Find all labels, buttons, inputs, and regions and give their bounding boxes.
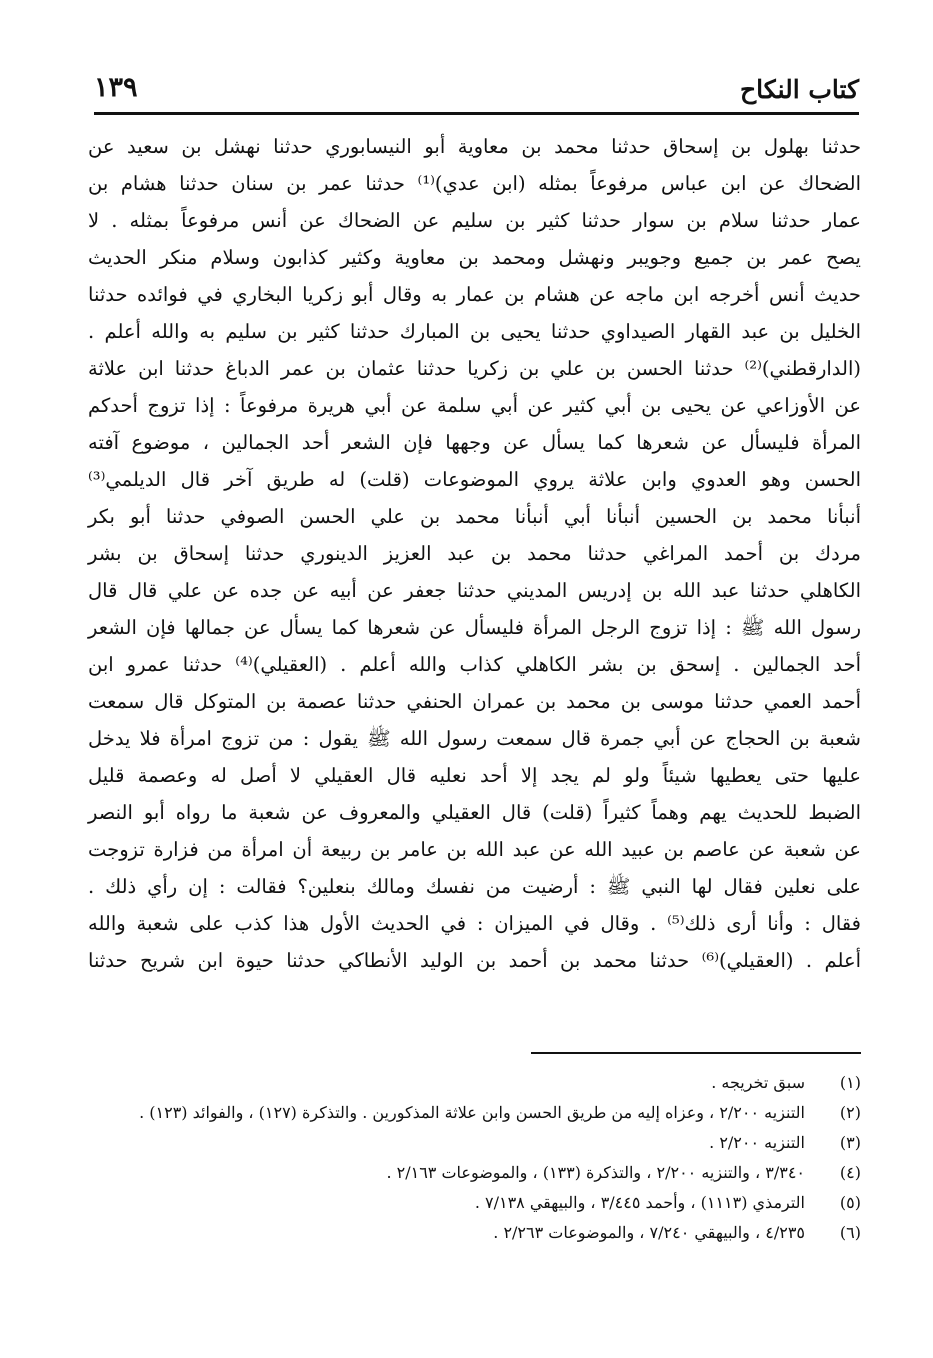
footnote <box>88 1158 861 1188</box>
footnote <box>88 1128 861 1158</box>
footnote-number: (٢) <box>839 1103 861 1122</box>
footnote-number: (١) <box>839 1073 861 1092</box>
text-line: (الدارقطني)⁽²⁾ حدثنا الحسن بن علي بن زكريا حدثنا عثمان بن عمر الدباغ حدثنا ابن علاثة <box>88 357 861 380</box>
footnote-text: التنزيه ٢/٢٠٠ ، وعزاه إليه من طريق الحسن وابن علاثة المذكورين . والتذكرة (١٢٧) ، والفوائد (١٢٣) . <box>139 1103 805 1122</box>
text-line: الحسن وهو العدوي وابن علاثة يروي الموضوعات (قلت) له طريق آخر قال الديلمي⁽³⁾ <box>88 468 861 491</box>
text-line: عليها حتى يعطيها شيئاً ولو لم يجد إلا أحد نعليه قال العقيلي لا أصل له وعصمة قليل <box>88 764 861 787</box>
footnote-number: (٥) <box>839 1193 861 1212</box>
text-line: فقال : وأنا أرى ذلك⁽⁵⁾ . وقال في الميزان : في الحديث الأول هذا كذب على شعبة والله <box>88 912 861 935</box>
text-line: مردك بن أحمد المراغي حدثنا محمد بن عبد العزيز الدينوري حدثنا إسحاق بن بشر <box>88 542 861 565</box>
footnote-number: (٦) <box>839 1223 861 1242</box>
text-line: على نعلين فقال لها النبي ﷺ : أرضيت من نفسك ومالك بنعلين؟ فقالت : إن رأي ذلك . <box>88 875 861 898</box>
text-line: الكاهلي حدثنا عبد الله بن إدريس المديني حدثنا جعفر عن أبيه عن جده عن علي قال قال <box>88 579 861 602</box>
footnote-text: الترمذي (١١١٣) ، وأحمد ٣/٤٤٥ ، والبيهقي ٧/١٣٨ . <box>474 1193 805 1212</box>
footnote <box>88 1068 861 1098</box>
text-line: شعبة بن الحجاج عن أبي جمرة قال سمعت رسول الله ﷺ يقول : من تزوج امرأة فلا يدخل <box>88 727 861 750</box>
text-line: يصح عمر بن جميع وجويبر ونهشل ومحمد بن معاوية وكثير كذابون وسلام منكر الحديث <box>88 246 861 269</box>
footnote-number: (٤) <box>839 1163 861 1182</box>
text-line: المرأة فليسأل عن شعرها كما يسأل عن وجهها فإن الشعر أحد الجمالين ، موضوع آفته <box>88 431 861 454</box>
text-line: أحمد العمي حدثنا موسى بن محمد بن عمران الحنفي حدثنا عصمة بن المتوكل قال سمعت <box>88 690 861 713</box>
text-line: أنبأنا محمد بن الحسين أنبأنا أبي أنبأنا محمد بن علي الحسن الصوفي حدثنا أبو بكر <box>88 505 861 528</box>
text-line: عن الأوزاعي عن يحيى بن أبي كثير عن أبي سلمة عن أبي هريرة مرفوعاً : إذا تزوج أحدكم <box>88 394 861 417</box>
text-line: عن شعبة عن عاصم بن عبيد الله عن عبد الله بن عامر بن ربيعة أن امرأة من فزارة تزوجت <box>88 838 861 861</box>
footnote-text: ٤/٢٣٥ ، والبيهقي ٧/٢٤٠ ، والموضوعات ٢/٢٦٣ . <box>493 1223 805 1242</box>
footnote-text: ٣/٣٤٠ ، والتنزيه ٢/٢٠٠ ، والتذكرة (١٣٣) ، والموضوعات ٢/١٦٣ . <box>386 1163 805 1182</box>
footnote <box>88 1098 861 1128</box>
footnote-separator <box>531 1052 861 1054</box>
text-line: الخليل بن عبد القهار الصيداوي حدثنا يحيى بن المبارك حدثنا كثير بن سليم به والله أعلم . <box>88 320 861 343</box>
text-line: أعلم . (العقيلي)⁽⁶⁾ حدثنا محمد بن أحمد بن الوليد الأنطاكي حدثنا حيوة ابن شريح حدثنا <box>88 949 861 972</box>
footnote-number: (٣) <box>839 1133 861 1152</box>
text-line: أحد الجمالين . إسحق بن بشر الكاهلي كذاب والله أعلم . (العقيلي)⁽⁴⁾ حدثنا عمرو ابن <box>88 653 861 676</box>
page-number: ١٣٩ <box>94 72 138 103</box>
text-line: عمار حدثنا سلام بن سوار حدثنا كثير بن سليم عن الضحاك عن أنس مرفوعاً بمثله . لا <box>88 209 861 232</box>
running-title: كتاب النكاح <box>740 75 859 104</box>
main-text <box>88 128 861 979</box>
footnote <box>88 1218 861 1248</box>
text-line: حدثنا بهلول بن إسحاق حدثنا محمد بن معاوية أبو النيسابوري حدثنا نهشل بن سعيد عن <box>88 135 861 158</box>
text-line: الضحاك عن ابن عباس مرفوعاً بمثله (ابن عدي)⁽¹⁾ حدثنا عمر بن سنان حدثنا هشام بن <box>88 172 861 195</box>
footnote-text: سبق تخريجه . <box>711 1073 805 1092</box>
footnote-text: التنزيه ٢/٢٠٠ . <box>709 1133 805 1152</box>
text-line: الضبط للحديث يهم وهماً كثيراً (قلت) قال العقيلي والمعروف عن شعبة ما رواه أبو النصر <box>88 801 861 824</box>
footnote <box>88 1188 861 1218</box>
text-line: حديث أنس أخرجه ابن ماجه عن هشام بن عمار به وقال أبو زكريا البخاري في فوائده حدثنا <box>88 283 861 306</box>
page-header <box>94 66 859 115</box>
text-line: رسول الله ﷺ : إذا تزوج الرجل المرأة فليسأل عن شعرها كما يسأل عن جمالها فإن الشعر <box>88 616 861 639</box>
footnotes <box>88 1068 861 1248</box>
